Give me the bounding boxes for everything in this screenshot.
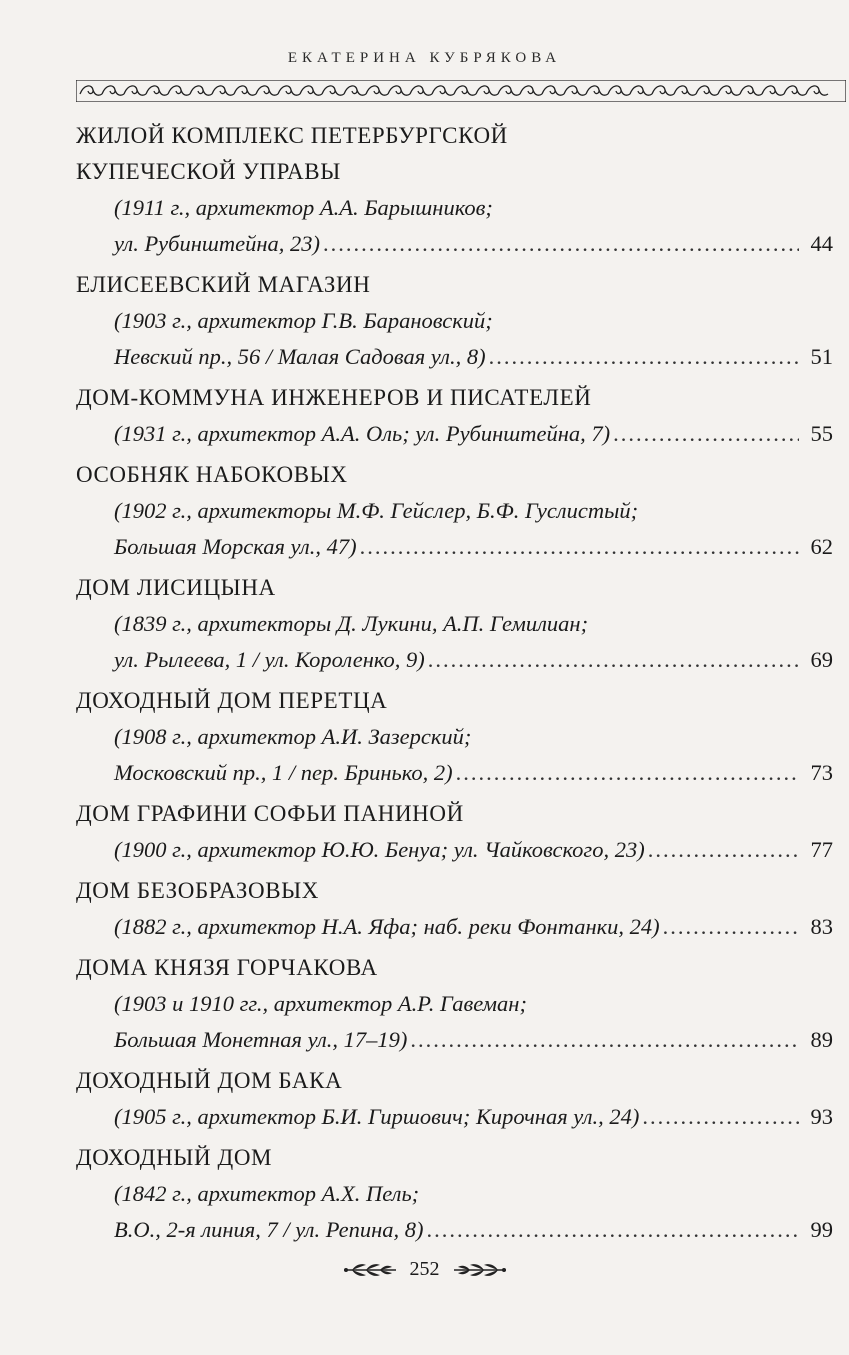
entry-detail-text: (1842 г., архитектор А.Х. Пель; [114,1181,420,1206]
entry-title: ОСОБНЯК НАБОКОВЫХ [76,462,348,487]
entry-detail-line [76,303,833,339]
entry-page-number: 55 [810,421,833,446]
entry-detail-text: (1903 г., архитектор Г.В. Барановский; [114,308,493,333]
entry-detail-line [76,1022,833,1058]
entry-title: ДОХОДНЫЙ ДОМ ПЕРЕТЦА [76,688,388,713]
dot-leader [453,755,799,791]
entry-detail-line [76,642,833,678]
entry-title: ДОМ ЛИСИЦЫНА [76,575,276,600]
entry-detail-line [76,986,833,1022]
entry-detail-line [76,529,833,565]
entry-page-number: 89 [810,1027,833,1052]
running-head: ЕКАТЕРИНА КУБРЯКОВА [287,50,562,66]
entry-page-number: 69 [810,647,833,672]
toc-entry [76,570,833,678]
toc-entry [76,118,833,262]
toc-entry [76,380,833,452]
entry-detail-line [76,416,833,452]
entry-detail-line [76,226,833,262]
entry-detail-text: (1905 г., архитектор Б.И. Гиршович; Кирочная ул., 24) [114,1104,640,1129]
entry-detail-text: ул. Рубинштейна, 23) [114,231,321,256]
dot-leader [357,529,799,565]
toc-entry [76,873,833,945]
dot-leader [660,909,799,945]
leaf-flourish-icon [450,1260,508,1280]
entry-title: ДОХОДНЫЙ ДОМ [76,1145,273,1170]
dot-leader [486,339,799,375]
entry-title: ДОМ ГРАФИНИ СОФЬИ ПАНИНОЙ [76,801,464,826]
entry-detail-line [76,719,833,755]
entry-title: ДОМ БЕЗОБРАЗОВЫХ [76,878,320,903]
table-of-contents [76,118,833,1253]
entry-detail-line [76,832,833,868]
page-footer [0,1258,849,1286]
entry-detail-text: ул. Рылеева, 1 / ул. Короленко, 9) [114,647,425,672]
entry-detail-text: (1903 и 1910 гг., архитектор А.Р. Гавеман; [114,991,527,1016]
page-number: 252 [409,1258,440,1280]
entry-detail-text: Московский пр., 1 / пер. Бринько, 2) [114,760,453,785]
entry-detail-line [76,1176,833,1212]
entry-title: ДОМА КНЯЗЯ ГОРЧАКОВА [76,955,378,980]
entry-detail-line [76,339,833,375]
entry-page-number: 99 [810,1217,833,1242]
entry-detail-text: (1882 г., архитектор Н.А. Яфа; наб. реки Фонтанки, 24) [114,914,660,939]
dot-leader [407,1022,799,1058]
entry-title: ДОХОДНЫЙ ДОМ БАКА [76,1068,343,1093]
dot-leader [320,226,799,262]
entry-page-number: 77 [810,837,833,862]
toc-entry [76,267,833,375]
toc-entry [76,457,833,565]
entry-detail-text: Большая Монетная ул., 17–19) [114,1027,408,1052]
entry-title: КУПЕЧЕСКОЙ УПРАВЫ [76,159,341,184]
entry-detail-text: (1902 г., архитекторы М.Ф. Гейслер, Б.Ф. Гуслистый; [114,498,639,523]
entry-detail-text: Большая Морская ул., 47) [114,534,357,559]
entry-page-number: 93 [810,1104,833,1129]
wave-scroll-ornament-icon [76,80,846,102]
entry-detail-text: (1911 г., архитектор А.А. Барышников; [114,195,493,220]
entry-detail-line [76,606,833,642]
toc-entry [76,796,833,868]
dot-leader [610,416,799,452]
entry-detail-line [76,1099,833,1135]
entry-detail-line [76,755,833,791]
leaf-flourish-icon [342,1260,400,1280]
entry-detail-text: (1900 г., архитектор Ю.Ю. Бенуа; ул. Чайковского, 23) [114,837,645,862]
entry-detail-text: В.О., 2-я линия, 7 / ул. Репина, 8) [114,1217,424,1242]
entry-page-number: 73 [810,760,833,785]
toc-entry [76,1063,833,1135]
entry-detail-line [76,1212,833,1248]
entry-page-number: 83 [810,914,833,939]
dot-leader [645,832,799,868]
entry-detail-line [76,190,833,226]
dot-leader [425,642,799,678]
entry-detail-line [76,493,833,529]
entry-detail-text: (1931 г., архитектор А.А. Оль; ул. Рубинштейна, 7) [114,421,611,446]
entry-title: ЖИЛОЙ КОМПЛЕКС ПЕТЕРБУРГСКОЙ [76,123,508,148]
toc-entry [76,683,833,791]
toc-entry [76,1140,833,1248]
entry-detail-text: Невский пр., 56 / Малая Садовая ул., 8) [114,344,486,369]
entry-page-number: 51 [810,344,833,369]
entry-detail-line [76,909,833,945]
toc-entry [76,950,833,1058]
entry-page-number: 44 [810,231,833,256]
entry-title: ЕЛИСЕЕВСКИЙ МАГАЗИН [76,272,371,297]
entry-page-number: 62 [810,534,833,559]
entry-title: ДОМ-КОММУНА ИНЖЕНЕРОВ И ПИСАТЕЛЕЙ [76,385,592,410]
dot-leader [639,1099,799,1135]
entry-detail-text: (1908 г., архитектор А.И. Зазерский; [114,724,472,749]
entry-detail-text: (1839 г., архитекторы Д. Лукини, А.П. Гемилиан; [114,611,589,636]
dot-leader [424,1212,799,1248]
